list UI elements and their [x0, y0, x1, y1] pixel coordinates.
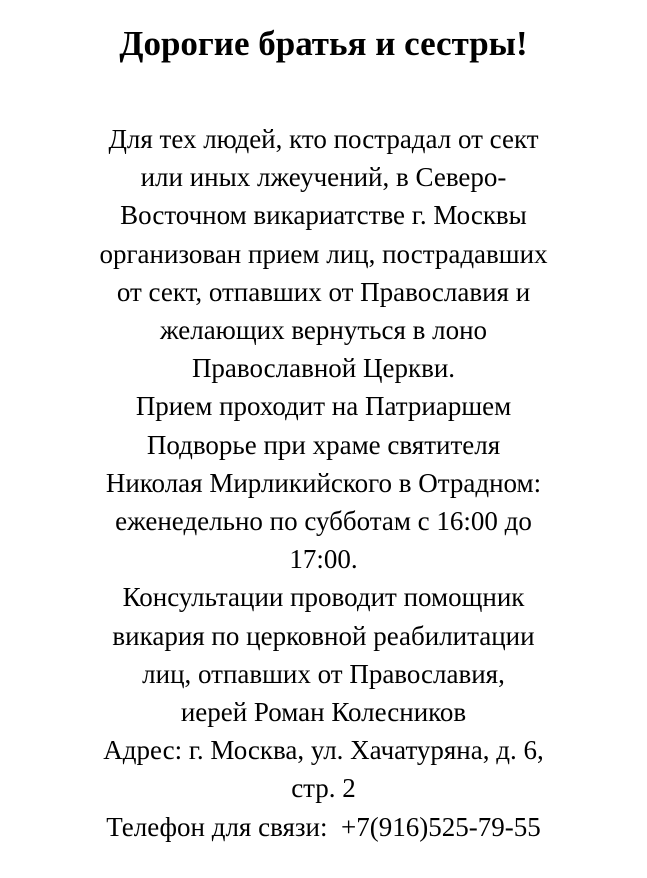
phone-text: Телефон для связи: +7(916)525-79-55 — [106, 811, 541, 842]
text-line: иерей Роман Колесников — [180, 697, 467, 728]
text-line: Православной Церкви. — [191, 353, 456, 384]
text-line: или иных лжеучений, в Северо- — [140, 162, 507, 193]
announcement-body — [0, 120, 647, 846]
text-line: викария по церковной реабилитации — [112, 620, 535, 651]
text-line: еженедельно по субботам с 16:00 до — [115, 506, 532, 537]
phone-paragraph — [0, 808, 647, 846]
text-line: от сект, отпавших от Православия и — [116, 276, 531, 307]
text-line: желающих вернуться в лоно — [159, 315, 488, 346]
page-title: Дорогие братья и сестры! — [119, 24, 528, 63]
text-line: лиц, отпавших от Православия, — [142, 658, 505, 689]
consultant-paragraph — [0, 578, 647, 731]
text-line: Восточном викариатстве г. Москвы — [120, 200, 527, 231]
intro-paragraph — [0, 120, 647, 387]
schedule-paragraph — [0, 387, 647, 578]
text-line: Подворье при храме святителя — [146, 429, 501, 460]
address-paragraph — [0, 731, 647, 807]
text-line: Консультации проводит помощник — [122, 582, 525, 613]
text-line: Адрес: г. Москва, ул. Хачатуряна, д. 6, — [103, 735, 544, 766]
text-line: Для тех людей, кто пострадал от сект — [108, 124, 539, 154]
text-line: Прием проходит на Патриаршем — [135, 391, 512, 422]
text-line: Николая Мирликийского в Отрадном: — [105, 467, 542, 498]
text-line: стр. 2 — [291, 773, 356, 804]
text-line: 17:00. — [289, 544, 358, 575]
text-line: организован прием лиц, пострадавших — [99, 238, 548, 269]
